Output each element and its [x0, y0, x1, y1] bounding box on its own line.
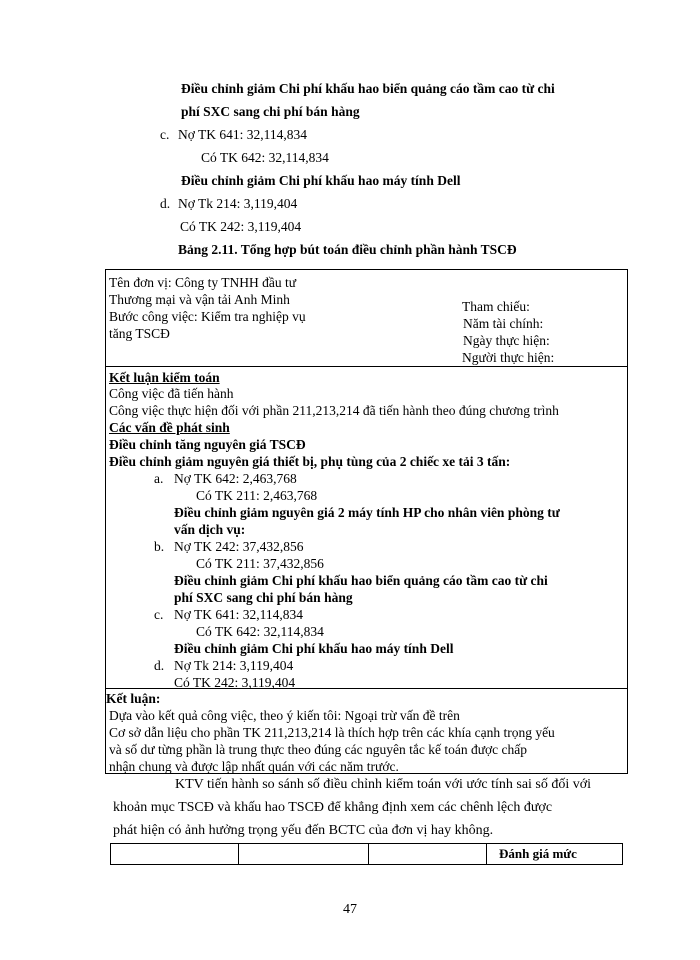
performer-label: Người thực hiện:	[462, 350, 555, 365]
page-number: 47	[343, 902, 357, 917]
unit-name-line1: Tên đơn vị: Công ty TNHH đầu tư	[109, 275, 297, 290]
entry-d-label-box: d.	[154, 658, 165, 673]
sxc-heading-line2: phí SXC sang chi phí bán hàng	[174, 590, 353, 605]
heading-dell: Điều chỉnh giảm Chi phí khấu hao máy tính Dell	[181, 173, 461, 188]
header-divider	[105, 366, 628, 367]
reference-label: Tham chiếu:	[462, 299, 530, 314]
entry-d-label: d.	[160, 196, 171, 211]
execution-date-label: Ngày thực hiện:	[463, 333, 550, 348]
hp-heading-line1: Điều chỉnh giảm nguyên giá 2 máy tính HP cho nhân viên phòng tư	[174, 505, 560, 520]
table-header-cell	[111, 844, 239, 864]
paragraph-line1: KTV tiến hành so sánh số điều chỉnh kiểm toán với ước tính sai số đối với	[175, 777, 592, 792]
heading-sxc-line2: phí SXC sang chi phí bán hàng	[181, 104, 360, 119]
fiscal-year-label: Năm tài chính:	[463, 316, 544, 331]
entry-c-debit-box: Nợ TK 641: 32,114,834	[174, 607, 304, 622]
unit-name-line2: Thương mại và vận tải Anh Minh	[109, 292, 290, 307]
conclusion-line3: và số dư từng phần là trung thực theo đúng các nguyên tắc kế toán được chấp	[109, 742, 528, 757]
entry-c-debit: Nợ TK 641: 32,114,834	[178, 127, 308, 142]
table-header-cell-evaluation: Đánh giá mức	[499, 846, 577, 861]
entry-a-credit: Có TK 211: 2,463,768	[196, 488, 318, 503]
paragraph-line3: phát hiện có ảnh hưởng trọng yếu đến BCTC của đơn vị hay không.	[113, 823, 494, 838]
heading-sxc-line1: Điều chỉnh giảm Chi phí khấu hao biển quảng cáo tầm cao từ chi	[181, 81, 555, 96]
entry-d-debit-box: Nợ Tk 214: 3,119,404	[174, 658, 294, 673]
entry-b-credit: Có TK 211: 37,432,856	[196, 556, 324, 571]
work-step-line1: Bước công việc: Kiểm tra nghiệp vụ	[109, 309, 306, 324]
entry-c-label: c.	[160, 127, 170, 142]
entry-d-debit: Nợ Tk 214: 3,119,404	[178, 196, 298, 211]
work-done: Công việc đã tiến hành	[109, 386, 234, 401]
table-header-cell	[239, 844, 369, 864]
entry-a-label: a.	[154, 471, 164, 486]
issues-title: Các vấn đề phát sinh	[109, 420, 230, 435]
table-caption: Bảng 2.11. Tổng hợp bút toán điều chỉnh phần hành TSCĐ	[178, 242, 517, 257]
work-step-line2: tăng TSCĐ	[109, 326, 170, 341]
entry-b-debit: Nợ TK 242: 37,432,856	[174, 539, 304, 554]
increase-heading: Điều chỉnh tăng nguyên giá TSCĐ	[109, 437, 306, 452]
paragraph-line2: khoản mục TSCĐ và khấu hao TSCĐ để khẳng định xem các chênh lệch được	[113, 800, 553, 815]
entry-d-credit-box: Có TK 242: 3,119,404	[174, 675, 296, 690]
dell-heading-box: Điều chỉnh giảm Chi phí khấu hao máy tính Dell	[174, 641, 454, 656]
entry-c-credit-box: Có TK 642: 32,114,834	[196, 624, 324, 639]
table-header-cell	[369, 844, 487, 864]
conclusion-line1: Dựa vào kết quả công việc, theo ý kiến tôi: Ngoại trừ vấn đề trên	[109, 708, 460, 723]
entry-c-credit: Có TK 642: 32,114,834	[201, 150, 329, 165]
entry-d-credit: Có TK 242: 3,119,404	[180, 219, 302, 234]
conclusion-title: Kết luận:	[106, 691, 161, 706]
work-detail: Công việc thực hiện đối với phần 211,213,214 đã tiến hành theo đúng chương trình	[109, 403, 559, 418]
conclusion-line4: nhận chung và được lập nhất quán với các năm trước.	[109, 759, 399, 774]
sxc-heading-line1: Điều chỉnh giảm Chi phí khấu hao biển quảng cáo tầm cao từ chi	[174, 573, 548, 588]
evaluation-table-header	[110, 843, 623, 865]
entry-b-label: b.	[154, 539, 165, 554]
entry-c-label-box: c.	[154, 607, 164, 622]
entry-a-debit: Nợ TK 642: 2,463,768	[174, 471, 297, 486]
audit-conclusion-title: Kết luận kiểm toán	[109, 370, 220, 385]
decrease-truck-heading: Điều chỉnh giảm nguyên giá thiết bị, phụ tùng của 2 chiếc xe tải 3 tấn:	[109, 454, 511, 469]
conclusion-line2: Cơ sở dẫn liệu cho phần TK 211,213,214 là thích hợp trên các khía cạnh trọng yếu	[109, 725, 555, 740]
hp-heading-line2: vấn dịch vụ:	[174, 522, 246, 537]
